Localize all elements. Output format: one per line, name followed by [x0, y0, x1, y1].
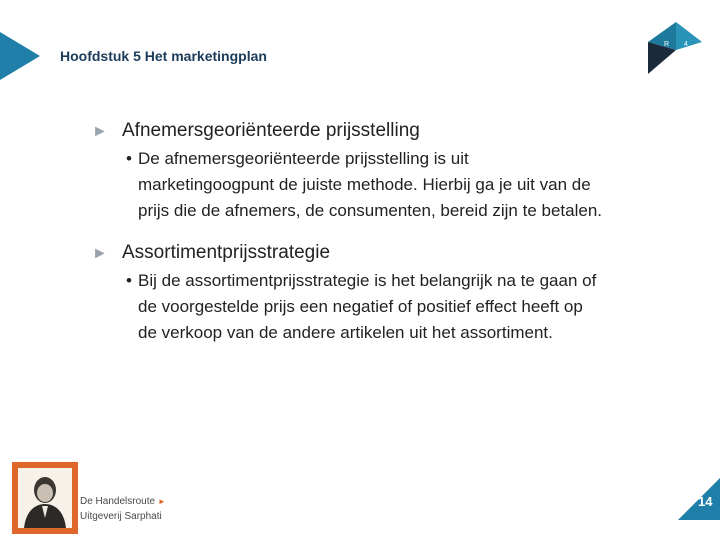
brand-line-2: Uitgeverij Sarphati — [80, 511, 162, 522]
slide-content — [92, 120, 702, 346]
publisher-logo — [648, 22, 702, 76]
brand-line-1: De Handelsroute — [80, 496, 156, 507]
bullet-line: de voorgestelde prijs een negatief of positief effect heeft op — [138, 297, 583, 316]
page-number-badge — [678, 478, 720, 525]
arrow-bullet-icon: ► — [92, 123, 108, 140]
bullet-item — [126, 146, 702, 224]
bullet-line: marketingoogpunt de juiste methode. Hierbij ga je uit van de — [138, 175, 591, 194]
dot-bullet-icon: • — [126, 149, 132, 168]
dot-bullet-icon: • — [126, 271, 132, 290]
bullet-line: De afnemersgeoriënteerde prijsstelling is uit — [138, 149, 469, 168]
logo-letter-4: 4 — [684, 41, 688, 48]
portrait-logo — [12, 462, 78, 534]
logo-letter-r: R — [664, 41, 670, 48]
publisher-brand — [80, 494, 166, 524]
section-heading-text: Afnemersgeoriënteerde prijsstelling — [122, 120, 420, 141]
bullet-line: prijs die de afnemers, de consumenten, bereid zijn te betalen. — [138, 201, 602, 220]
section-heading — [92, 120, 702, 142]
brand-arrow-icon: ► — [157, 497, 166, 506]
bullet-item — [126, 268, 702, 346]
bullet-line: de verkoop van de andere artikelen uit het assortiment. — [138, 323, 553, 342]
page-number: 14 — [698, 494, 713, 509]
bullet-line: Bij de assortimentprijsstrategie is het belangrijk na te gaan of — [138, 271, 597, 290]
arrow-bullet-icon: ► — [92, 245, 108, 262]
chapter-title: Hoofdstuk 5 Het marketingplan — [60, 48, 267, 64]
section-1 — [92, 120, 702, 224]
section-heading-text: Assortimentprijsstrategie — [122, 242, 331, 263]
section-2 — [92, 242, 702, 346]
corner-triangle-decoration — [0, 32, 40, 80]
section-heading — [92, 242, 702, 264]
